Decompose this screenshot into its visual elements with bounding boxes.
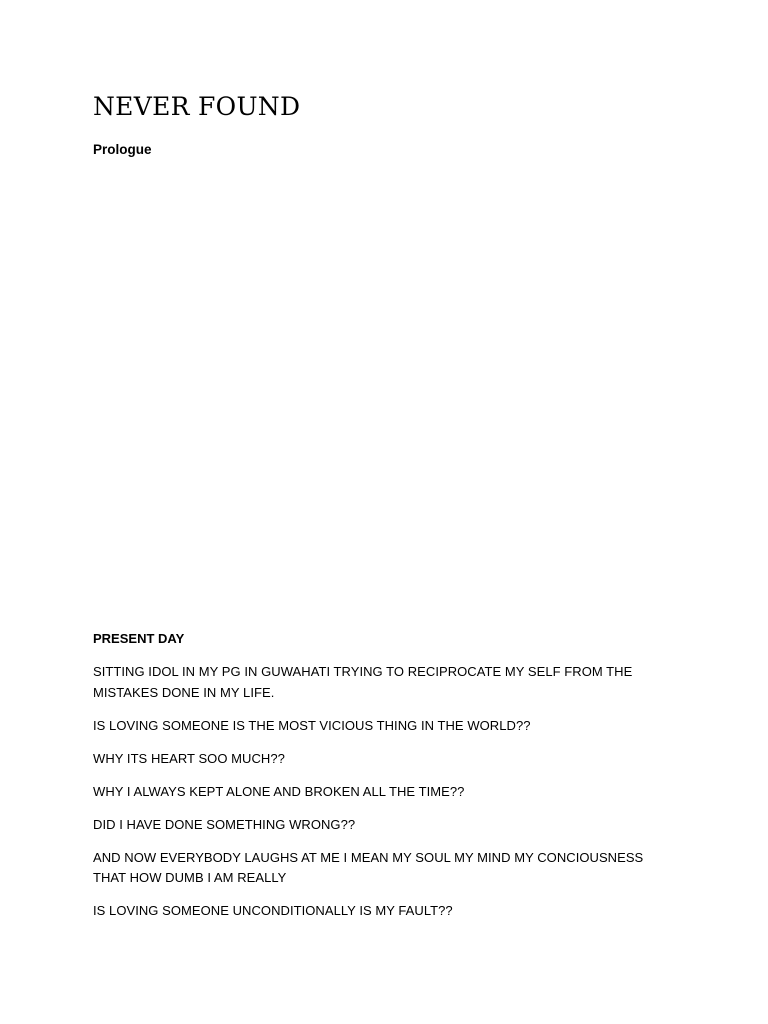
section-heading: PRESENT DAY: [93, 631, 185, 646]
paragraph: WHY ITS HEART SOO MUCH??: [93, 750, 285, 766]
paragraph: WHY I ALWAYS KEPT ALONE AND BROKEN ALL THE TIME??: [93, 783, 465, 799]
chapter-subtitle: Prologue: [93, 142, 152, 157]
paragraph: AND NOW EVERYBODY LAUGHS AT ME I MEAN MY SOUL MY MIND MY CONCIOUSNESS THAT HOW DUMB I AM REALLY: [93, 849, 644, 885]
paragraph: DID I HAVE DONE SOMETHING WRONG??: [93, 816, 356, 832]
paragraph: SITTING IDOL IN MY PG IN GUWAHATI TRYING TO RECIPROCATE MY SELF FROM THE MISTAKES DONE IN MY LIFE.: [93, 664, 633, 700]
body-text: [93, 662, 673, 934]
paragraph: IS LOVING SOMEONE IS THE MOST VICIOUS THING IN THE WORLD??: [93, 717, 531, 733]
paragraph: IS LOVING SOMEONE UNCONDITIONALLY IS MY FAULT??: [93, 903, 453, 918]
document-title: NEVER FOUND: [93, 92, 301, 121]
